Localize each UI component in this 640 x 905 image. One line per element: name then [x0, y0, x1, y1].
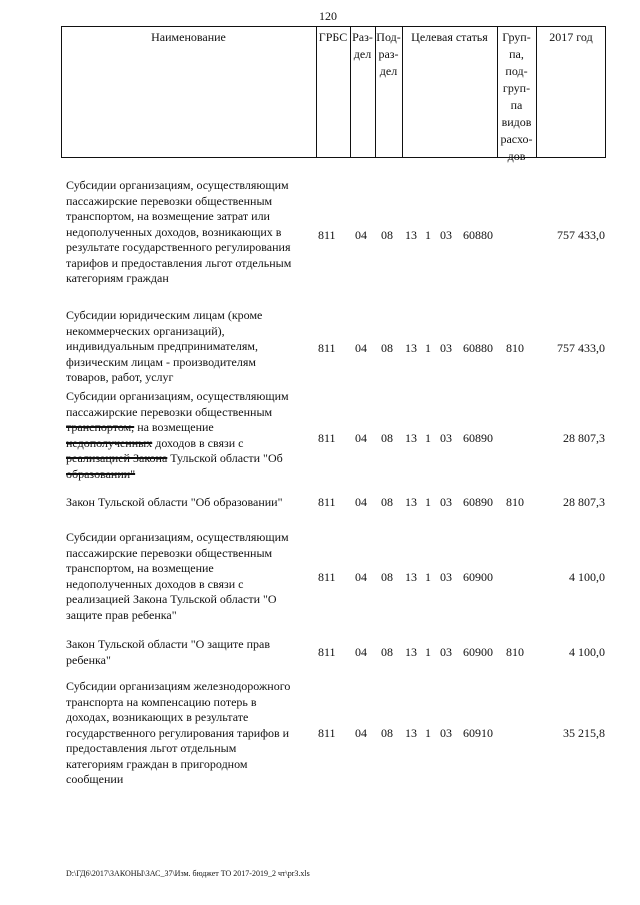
header-celevaya-statya: Целевая статья: [411, 30, 488, 44]
header-grbs: ГРБС: [318, 30, 348, 44]
header-gruppa: Груп- па, под- груп- па видов расхо- дов: [500, 30, 533, 163]
cell-sum: 757 433,0: [557, 341, 605, 355]
cell-razdel: 04: [355, 645, 367, 659]
cell-grbs: 811: [318, 726, 336, 740]
row-name: [66, 389, 318, 482]
cell-sum: 35 215,8: [563, 726, 605, 740]
cell-razdel: 04: [355, 431, 367, 445]
row-name-line: на возмещение: [134, 420, 214, 434]
cell-razdel: 04: [355, 341, 367, 355]
cell-sum: 28 807,3: [563, 431, 605, 445]
cell-grbs: 811: [318, 570, 336, 584]
cell-cs-program: 13: [405, 431, 417, 445]
row-name: Закон Тульской области "Об образовании": [66, 495, 283, 509]
cell-podrazdel: 08: [381, 570, 393, 584]
cell-grbs: 811: [318, 431, 336, 445]
cell-cs-direction: 60900: [463, 645, 493, 659]
row-name-line: пассажирские перевозки общественным: [66, 404, 273, 419]
cell-cs-event: 03: [440, 341, 452, 355]
file-path-footer: D:\ГД6\2017\ЗАКОНЫ\ЗАС_37\Изм. бюджет ТО 2017-2019_2 чт\pr3.xls: [66, 869, 310, 878]
cell-cs-program: 13: [405, 645, 417, 659]
cell-razdel: 04: [355, 726, 367, 740]
cell-cs-direction: 60900: [463, 570, 493, 584]
cell-cs-program: 13: [405, 495, 417, 509]
cell-podrazdel: 08: [381, 495, 393, 509]
cell-cs-subprogram: 1: [425, 645, 431, 659]
struck-word: Закона: [129, 451, 168, 465]
row-name-line: доходов в связи с: [152, 435, 244, 450]
cell-cs-direction: 60880: [463, 341, 493, 355]
cell-grbs: 811: [318, 341, 336, 355]
cell-cs-event: 03: [440, 495, 452, 509]
row-name: Субсидии организациям железнодорожного транспорта на компенсацию потерь в доходах, возникающих в результате государственного регулирования тарифов и предоставления льгот отдельным категориям граждан в пригородном сообщении: [66, 679, 291, 786]
cell-podrazdel: 08: [381, 228, 393, 242]
struck-word: транспортом,: [66, 420, 135, 434]
row-name: Закон Тульской области "О защите прав ребенка": [66, 637, 271, 667]
header-name: Наименование: [151, 30, 226, 44]
cell-cs-program: 13: [405, 228, 417, 242]
row-name: Субсидии организациям, осуществляющим пассажирские перевозки общественным транспортом, на возмещение затрат или недополученных доходов, возникающих в результате государственного регулирования тарифов и предоставления льгот отдельным категориям граждан: [66, 178, 292, 285]
cell-sum: 757 433,0: [557, 228, 605, 242]
cell-gruppa: 810: [506, 341, 524, 355]
cell-cs-program: 13: [405, 570, 417, 584]
cell-sum: 4 100,0: [569, 570, 605, 584]
cell-razdel: 04: [355, 570, 367, 584]
cell-razdel: 04: [355, 495, 367, 509]
cell-cs-direction: 60910: [463, 726, 493, 740]
row-name: Субсидии организациям, осуществляющим пассажирские перевозки общественным транспортом, на возмещение недополученных доходов в связи с реализацией Закона Тульской области "О защите прав ребенка": [66, 530, 289, 622]
struck-word: образовании": [66, 466, 136, 481]
cell-cs-direction: 60890: [463, 495, 493, 509]
cell-gruppa: 810: [506, 645, 524, 659]
cell-cs-event: 03: [440, 645, 452, 659]
cell-sum: 4 100,0: [569, 645, 605, 659]
cell-cs-direction: 60880: [463, 228, 493, 242]
cell-cs-program: 13: [405, 726, 417, 740]
cell-grbs: 811: [318, 228, 336, 242]
header-razdel: Раз- дел: [352, 30, 373, 61]
struck-word: реализацией: [66, 451, 130, 465]
cell-cs-direction: 60890: [463, 431, 493, 445]
cell-sum: 28 807,3: [563, 495, 605, 509]
cell-cs-subprogram: 1: [425, 726, 431, 740]
cell-cs-event: 03: [440, 431, 452, 445]
row-name-line: Тульской области "Об: [167, 451, 283, 465]
cell-grbs: 811: [318, 645, 336, 659]
header-podrazdel: Под- раз- дел: [376, 30, 401, 78]
cell-cs-event: 03: [440, 228, 452, 242]
cell-podrazdel: 08: [381, 431, 393, 445]
page-number: 120: [319, 9, 337, 23]
cell-podrazdel: 08: [381, 645, 393, 659]
cell-cs-subprogram: 1: [425, 431, 431, 445]
cell-cs-subprogram: 1: [425, 495, 431, 509]
header-year: 2017 год: [549, 30, 593, 44]
cell-razdel: 04: [355, 228, 367, 242]
cell-cs-event: 03: [440, 726, 452, 740]
row-name-line: Субсидии организациям, осуществляющим: [66, 389, 289, 403]
cell-podrazdel: 08: [381, 341, 393, 355]
row-name: Субсидии юридическим лицам (кроме некоммерческих организаций), индивидуальным предпринимателям, физическим лицам - производителям товаров, работ, услуг: [66, 308, 263, 384]
cell-cs-subprogram: 1: [425, 228, 431, 242]
cell-cs-program: 13: [405, 341, 417, 355]
cell-cs-subprogram: 1: [425, 570, 431, 584]
cell-cs-subprogram: 1: [425, 341, 431, 355]
struck-word: недополученных: [66, 435, 153, 450]
cell-cs-event: 03: [440, 570, 452, 584]
cell-gruppa: 810: [506, 495, 524, 509]
cell-podrazdel: 08: [381, 726, 393, 740]
cell-grbs: 811: [318, 495, 336, 509]
